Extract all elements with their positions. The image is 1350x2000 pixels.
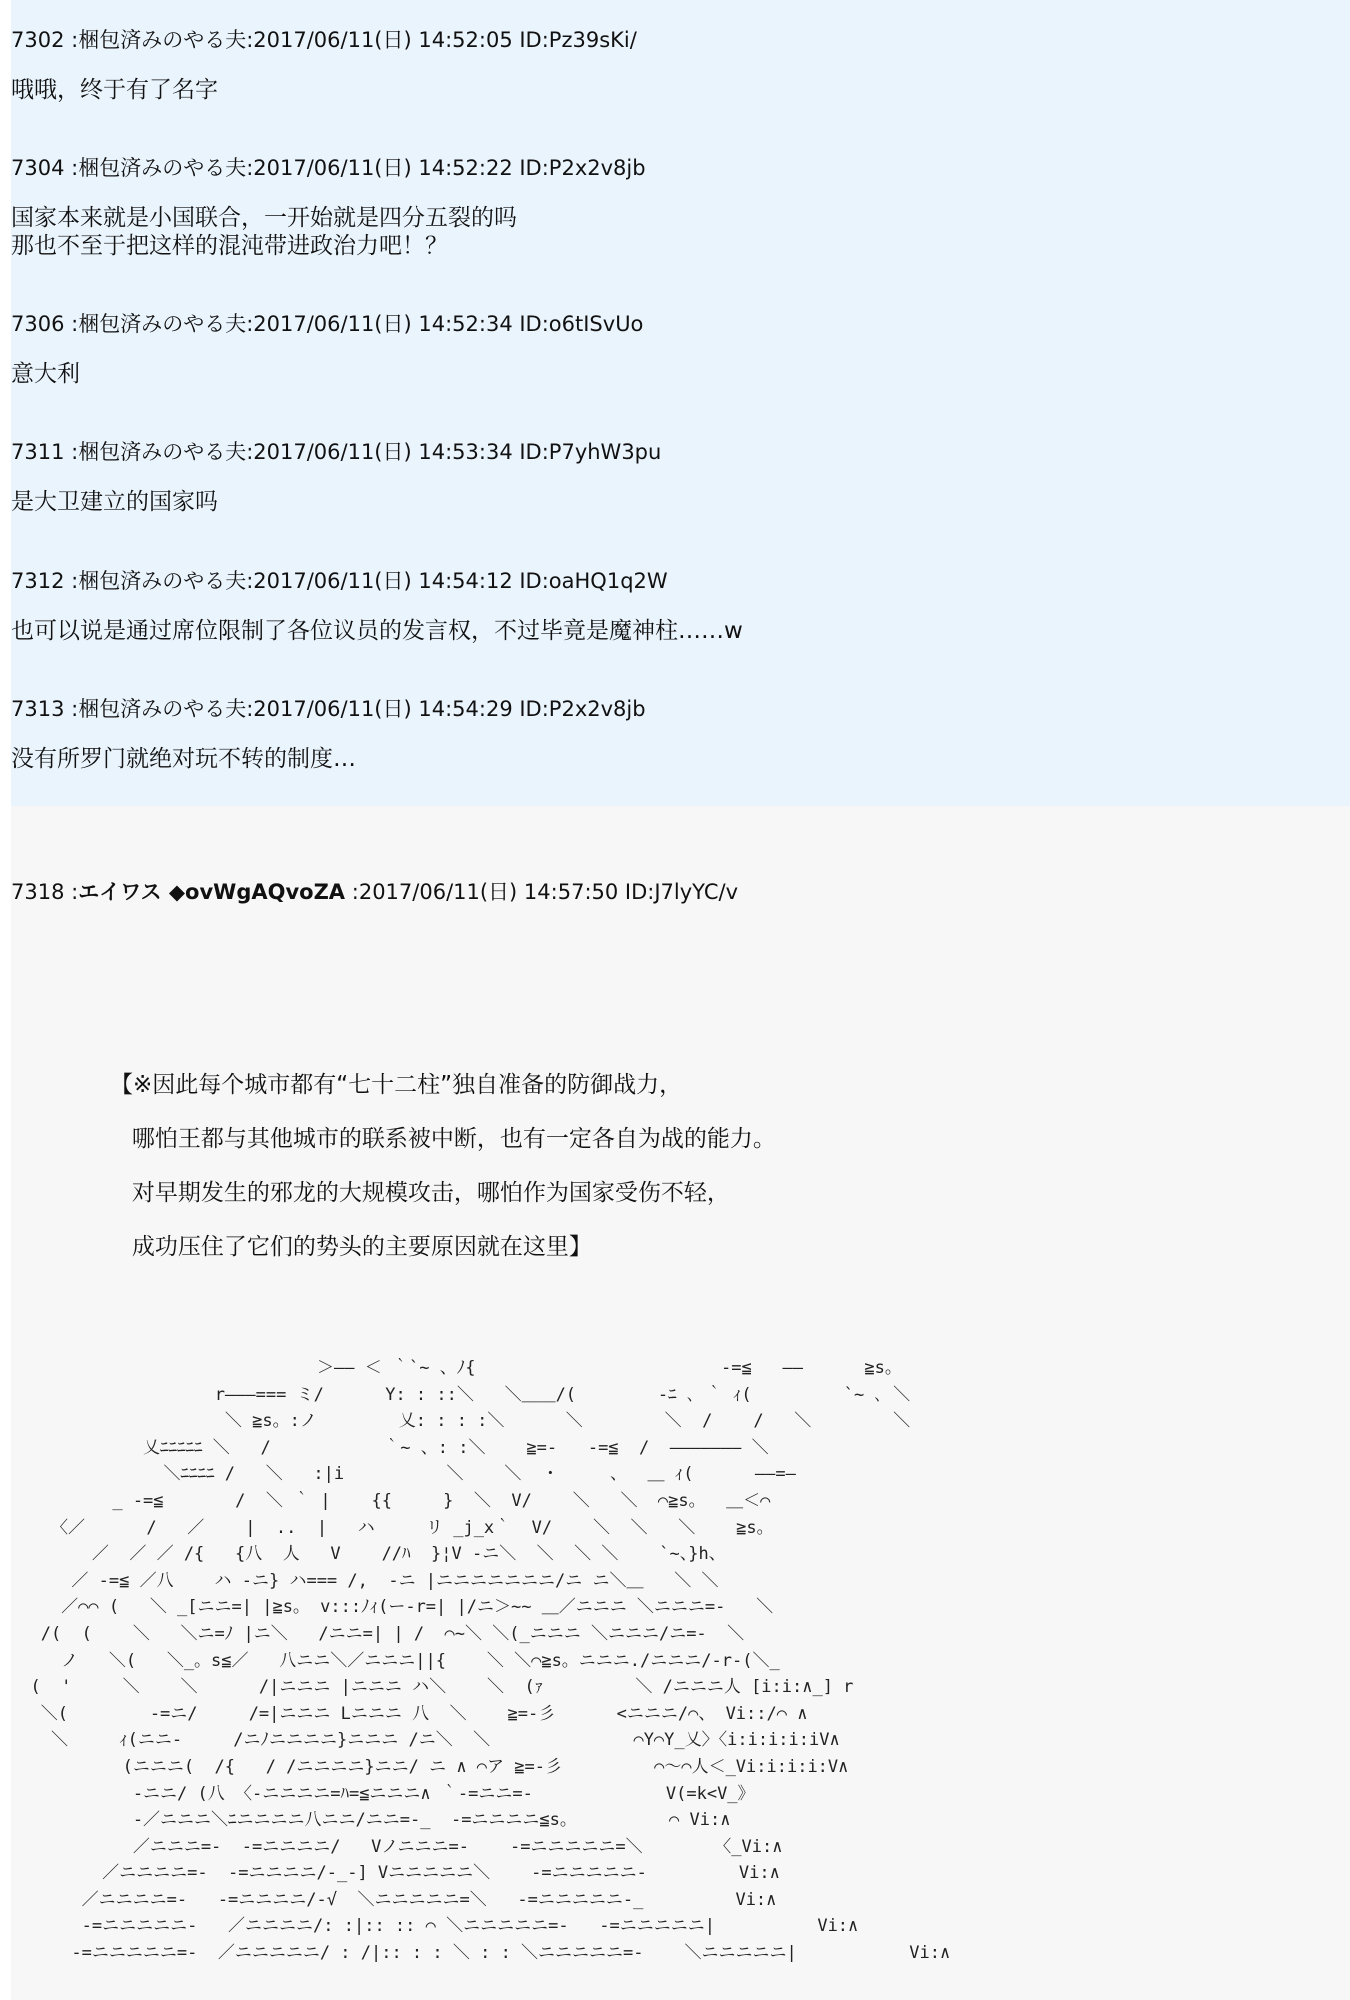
post-header: 7302 :梱包済みのやる夫:2017/06/11(日) 14:52:05 ID:Pz39sKi/ xyxy=(11,28,637,52)
post-number: 7318 xyxy=(11,880,65,904)
post-7312 xyxy=(11,567,743,645)
post-body: 也可以说是通过席位限制了各位议员的发言权，不过毕竟是魔神柱……w xyxy=(11,618,743,644)
post-7304 xyxy=(11,154,646,260)
post-header: 7312 :梱包済みのやる夫:2017/06/11(日) 14:54:12 ID:oaHQ1q2W xyxy=(11,569,668,593)
post-7302 xyxy=(11,26,637,104)
post-meta: 2017/06/11(日) 14:57:50 ID:J7lyYC/v xyxy=(358,880,739,904)
post-header: 7313 :梱包済みのやる夫:2017/06/11(日) 14:54:29 ID:P2x2v8jb xyxy=(11,697,646,721)
post-body: 意大利 xyxy=(11,361,80,387)
post-7318 xyxy=(11,878,738,906)
post-body: 是大卫建立的国家吗 xyxy=(11,489,218,515)
post-7306 xyxy=(11,310,643,388)
replies-panel xyxy=(11,0,1350,806)
narration-text: 【※因此每个城市都有“七十二柱”独自准备的防御战力， 哪怕王都与其他城市的联系被中断，也有一定各自为战的能力。 对早期发生的邪龙的大规模攻击，哪怕作为国家受伤不轻， 成功压住了它们的势头的主要原因就在这里】 xyxy=(110,1072,776,1260)
post-header: 7311 :梱包済みのやる夫:2017/06/11(日) 14:53:34 ID:P7yhW3pu xyxy=(11,440,662,464)
post-body: 国家本来就是小国联合，一开始就是四分五裂的吗 那也不至于把这样的混沌带进政治力吧！？ xyxy=(11,205,517,259)
post-header: 7306 :梱包済みのやる夫:2017/06/11(日) 14:52:34 ID:o6tISvUo xyxy=(11,312,644,336)
post-body: 哦哦，终于有了名字 xyxy=(11,77,218,103)
post-body: 没有所罗门就绝对玩不转的制度… xyxy=(11,746,356,772)
post-7313 xyxy=(11,695,646,773)
post-7311 xyxy=(11,438,661,516)
post-header: 7304 :梱包済みのやる夫:2017/06/11(日) 14:52:22 ID:P2x2v8jb xyxy=(11,156,646,180)
post-header: 7318 :エイワス ◆ovWgAQvoZA :2017/06/11(日) 14:57:50 ID:J7lyYC/v xyxy=(11,880,739,904)
author-name: エイワス ◆ovWgAQvoZA xyxy=(78,880,346,904)
ascii-art: ＞―― ＜ ｀`~ 、ﾉ{ -=≦ ―― ≧s。 r―――=== ミ/ Y: : ::＼ ＼＿＿/( -ﾆ ､ ｀ ｨ( `~ ､ ＼ ＼ ≧s。:ノ 乂: : : :＼ ＼ ＼ / / ＼ ＼ 乂ﾆﾆﾆﾆﾆ ＼ / ｀~ 、: :＼ ≧=- -=≦ / ――――――― ＼ ＼ﾆﾆﾆﾆ / ＼ :|i ＼ ＼ ・ 、 ＿ ｨ( ――=― _ -=≦ / ＼ ｀ | {{ } ＼ V/ ＼ ＼ ⌒≧s。 ＿＜⌒ 〈／ / ／ | .. | ハ リ _j_x｀ V/ ＼ ＼ ＼ ≧s。 ／ ／ ／ /{ {八 人 V //ﾊ }¦V -ニ＼ ＼ ＼ ＼ `~、}h、 ／ -=≦ ／八 ハ -ニ} ハ=== /, -ニ |ニニニニニニニ/ニ ニ＼＿ ＼ ＼ ／⌒⌒ ( ＼ _[ニニ=| |≧s。 v:::ﾉｨ(ー-r=| |/ニ＞~~ ＿／ニニニ ＼ニニニ=- ＼ /( ( ＼ ＼ニ=ﾉ |ニ＼ /ニニ=| | / ⌒~＼ ＼(_ニニニ ＼ニニニ/ニ=- ＼ ノ ＼( ＼_。s≦／ 八ニニ＼／ニニニ||{ ＼ ＼⌒≧s。ニニニ./ニニニ/-r-(＼_ ( ' ＼ ＼ /|ニニニ |ニニニ ハ＼ ＼ (ｧ ＼ /ニニニ人 [i:i:∧_] r ＼( -=ニ/ /=|ニニニ Lニニニ 八 ＼ ≧=-彡 <ニニニ/⌒、 Vi::/⌒ ∧ ＼ ｨ(ニニ- /ニﾉニニニニ}ニニニ /ニ＼ ＼ ⌒Y⌒Y_乂〉〈i:i:i:i:iV∧ (ニニニ( /{ / /ニニニニ}ニニ/ ニ ∧ ⌒ア ≧=-彡 ⌒～⌒人＜_Vi:i:i:i:V∧ -ニニ/ (八 〈-ニニニニ=ﾊ=≦ニニニ∧ ｀-=ニニ=- V(=k<V_》 -／ニニニ＼ﾆニニニニ八ニニ/ニニ=-_ -=ニニニニ≦s。 ⌒ Vi:∧ ／ニニニ=- -=ニニニニ/ Vノニニニ=- -=ニニニニニ=＼ 〈_Vi:∧ ／ニニニニ=- -=ニニニニ/-_-] Vニニニニニ＼ -=ニニニニニ- Vi:∧ ／ニニニニ=- -=ニニニニ/-√ ＼ニニニニニ=＼ -=ニニニニニ-_ Vi:∧ -=ニニニニニ- ／ニニニニ/: :|:: :: ⌒ ＼ニニニニニ=- -=ニニニニニ| Vi:∧ -=ニニニニニ=- ／ニニニニニ/ : /|:: : : ＼ : : ＼ニニニニニ=- ＼ニニニニニ| Vi:∧ xyxy=(30,1358,951,1964)
